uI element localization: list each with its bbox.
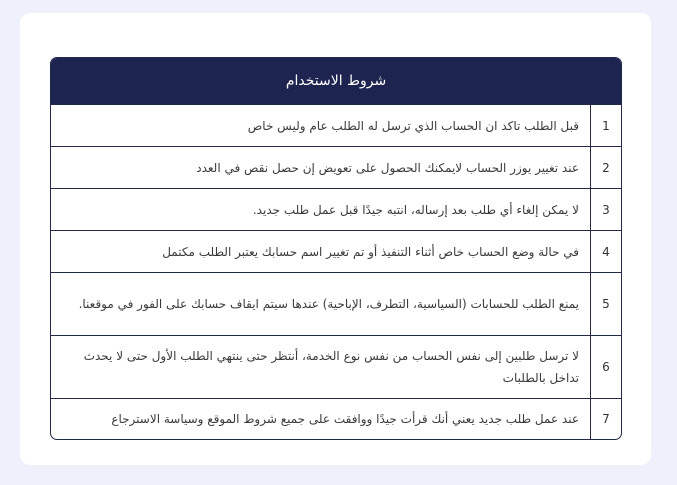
table-row xyxy=(51,335,621,398)
row-text: لا يمكن إلغاء أي طلب بعد إرساله، انتبه جيدًا قبل عمل طلب جديد. xyxy=(252,202,579,217)
row-number: 1 xyxy=(590,105,621,146)
row-text: في حالة وضع الحساب خاص أثناء التنفيذ أو تم تغيير اسم حسابك يعتبر الطلب مكتمل xyxy=(162,244,579,259)
table-row xyxy=(51,188,621,230)
table-title: شروط الاستخدام xyxy=(51,58,621,104)
row-number: 3 xyxy=(590,189,621,230)
terms-table xyxy=(50,57,622,440)
row-number: 5 xyxy=(590,273,621,335)
table-row xyxy=(51,398,621,439)
row-number: 6 xyxy=(590,336,621,398)
row-text: يمنع الطلب للحسابات (السياسية، التطرف، الإباحية) عندها سيتم ايقاف حسابك على الفور في موقعنا. xyxy=(78,297,579,311)
row-text: لا ترسل طلبين إلى نفس الحساب من نفس نوع الخدمة، أنتظر حتى ينتهي الطلب الأول حتى لا يحدث تداخل بالطلبات xyxy=(83,349,579,385)
row-text: عند عمل طلب جديد يعني أنك قرأت جيدًا ووافقت على جميع شروط الموقع وسياسة الاسترجاع xyxy=(111,412,579,426)
row-text: عند تغيير يوزر الحساب لايمكنك الحصول على تعويض إن حصل نقص في العدد xyxy=(196,160,579,175)
row-number: 4 xyxy=(590,231,621,272)
table-row xyxy=(51,230,621,272)
table-row xyxy=(51,272,621,335)
row-number: 2 xyxy=(590,147,621,188)
table-row xyxy=(51,104,621,146)
row-number: 7 xyxy=(590,399,621,439)
row-text: قبل الطلب تاكد ان الحساب الذي ترسل له الطلب عام وليس خاص xyxy=(247,118,579,133)
table-row xyxy=(51,146,621,188)
